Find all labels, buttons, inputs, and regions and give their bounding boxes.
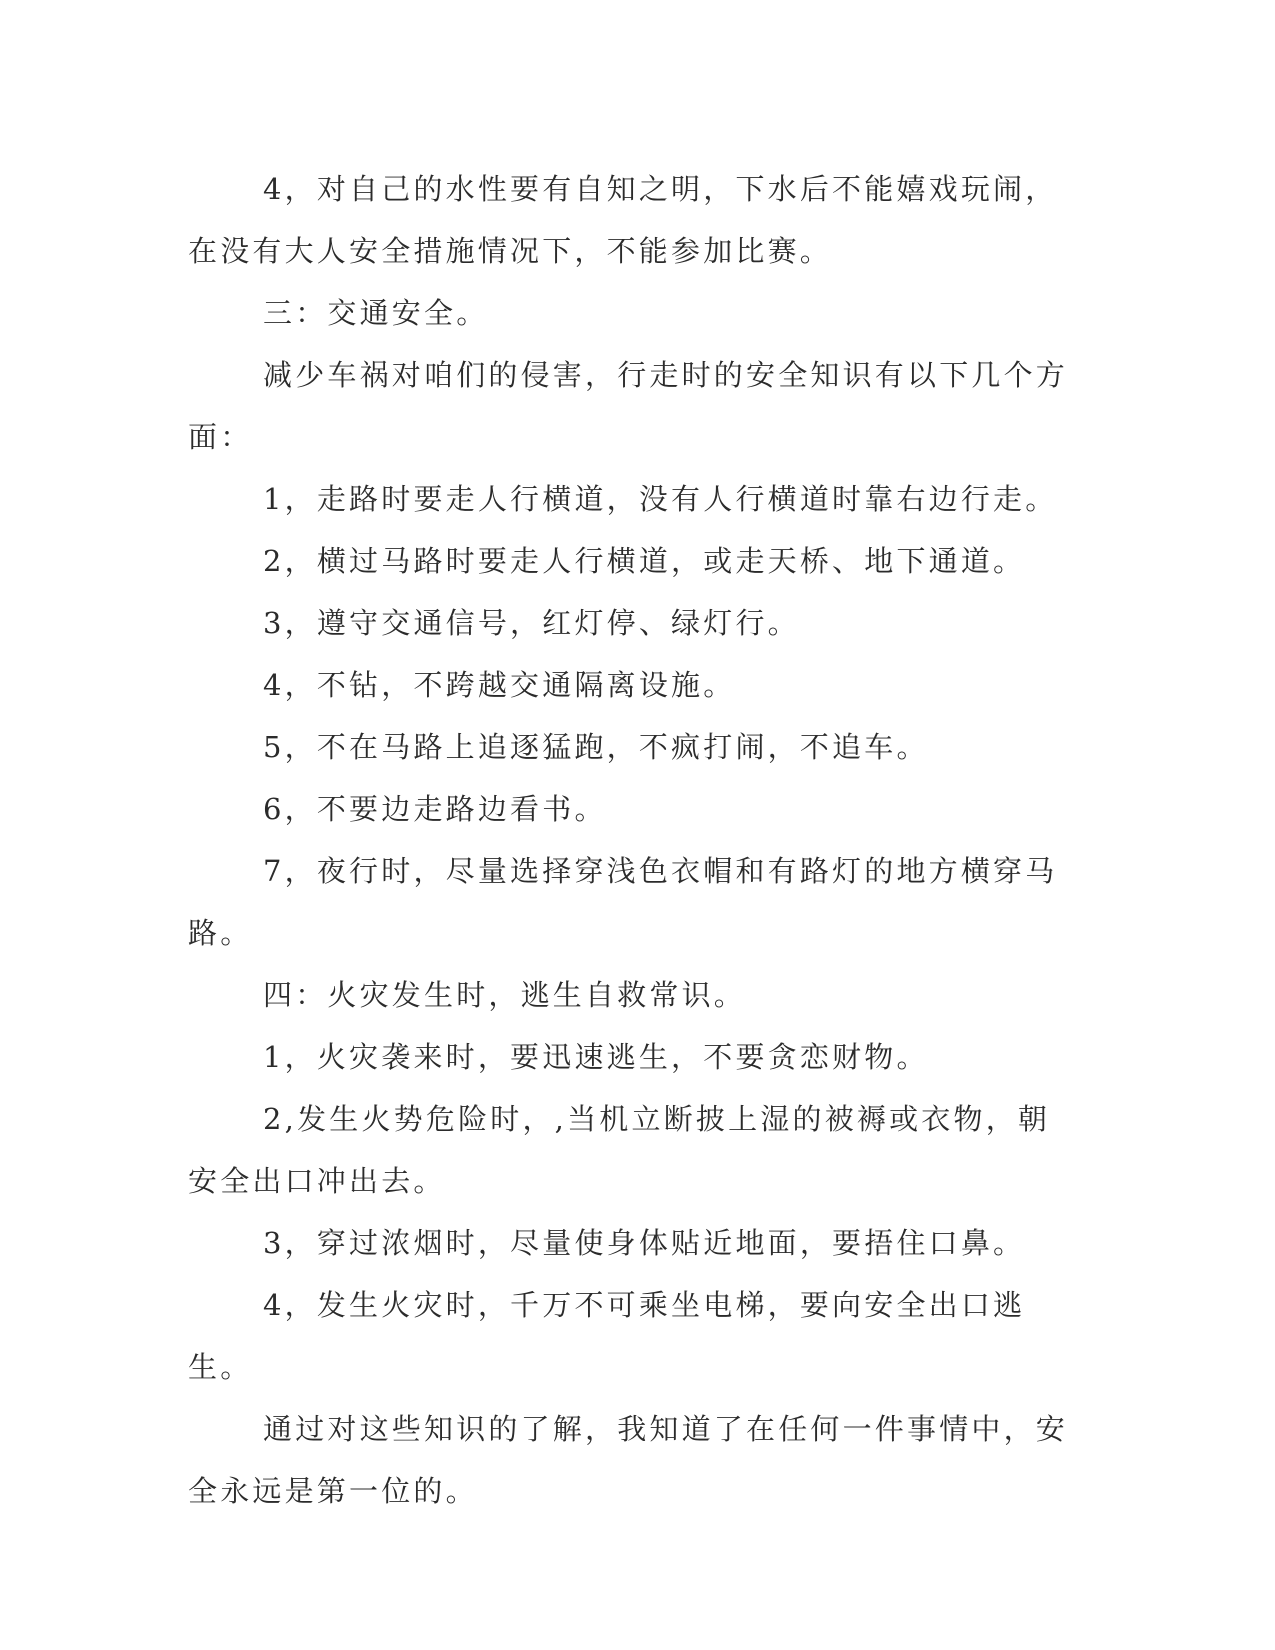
list-item-traffic-4: 4，不钻，不跨越交通隔离设施。: [263, 668, 736, 702]
list-item-traffic-3: 3，遵守交通信号，红灯停、绿灯行。: [263, 606, 800, 640]
list-item-traffic-6: 6，不要边走路边看书。: [263, 792, 607, 826]
list-item-traffic-7: 7，夜行时，尽量选择穿浅色衣帽和有路灯的地方横穿马路。: [188, 854, 1058, 950]
list-item-fire-2: 2,发生火势危险时，,当机立断披上湿的被褥或衣物，朝安全出口冲出去。: [188, 1102, 1051, 1198]
paragraph-conclusion: 通过对这些知识的了解，我知道了在任何一件事情中，安全永远是第一位的。: [188, 1412, 1069, 1508]
list-item-traffic-5: 5，不在马路上追逐猛跑，不疯打闹，不追车。: [263, 730, 929, 764]
section-heading-traffic-safety: 三：交通安全。: [263, 296, 489, 330]
list-item-fire-4: 4，发生火灾时，千万不可乘坐电梯，要向安全出口逃生。: [188, 1288, 1026, 1384]
paragraph-swimming-4: 4，对自己的水性要有自知之明，下水后不能嬉戏玩闹，在没有大人安全措施情况下，不能参加比赛。: [188, 172, 1058, 268]
list-item-traffic-1: 1，走路时要走人行横道，没有人行横道时靠右边行走。: [263, 482, 1058, 516]
list-item-fire-3: 3，穿过浓烟时，尽量使身体贴近地面，要捂住口鼻。: [263, 1226, 1026, 1260]
document-body: [188, 158, 1078, 1522]
paragraph-traffic-intro: 减少车祸对咱们的侵害，行走时的安全知识有以下几个方面：: [188, 358, 1069, 454]
section-heading-fire-escape: 四：火灾发生时，逃生自救常识。: [263, 978, 747, 1012]
list-item-fire-1: 1，火灾袭来时，要迅速逃生，不要贪恋财物。: [263, 1040, 929, 1074]
list-item-traffic-2: 2，横过马路时要走人行横道，或走天桥、地下通道。: [263, 544, 1026, 578]
